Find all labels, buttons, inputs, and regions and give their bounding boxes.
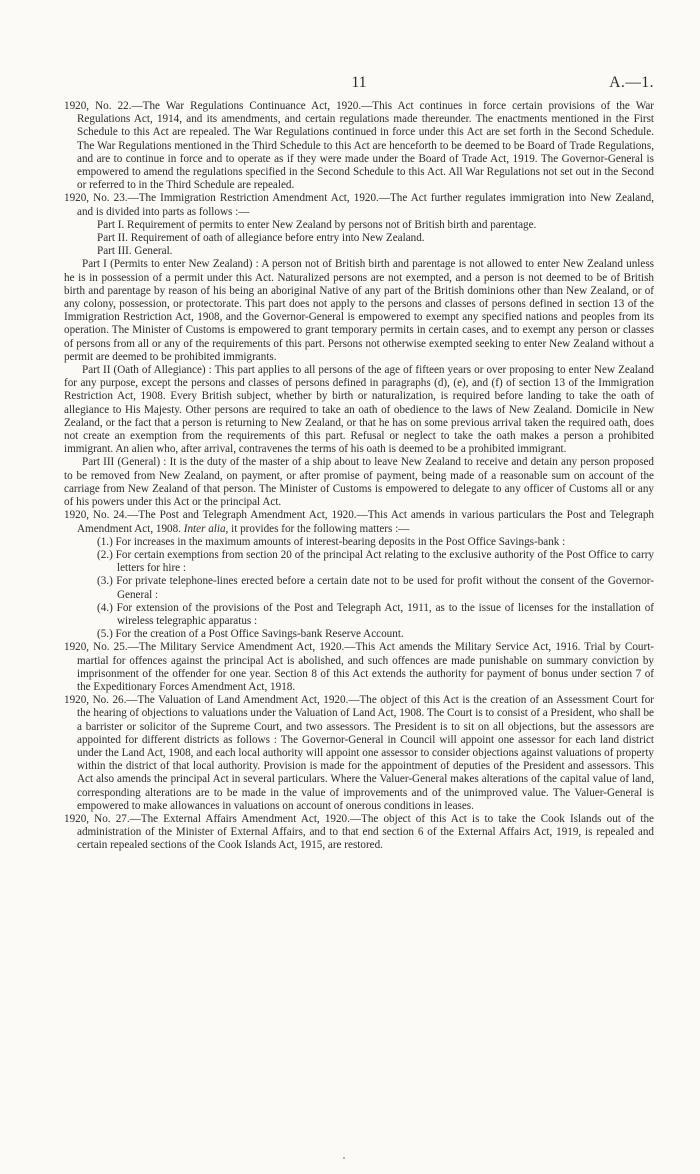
entry-post-telegraph	[64, 509, 654, 535]
body-text	[64, 100, 654, 853]
entry-military-service: 1920, No. 25.—The Military Service Amendment Act, 1920.—This Act amends the Military Service Act, 1916. Trial by Court-martial for offences against the principal Act is abolished, and such offences are made punishable on summary conviction by imprisonment of the offender for one year. Section 8 of this Act extends the authority for payment of bonus under section 7 of the Expeditionary Forces Amendment Act, 1918.	[64, 641, 654, 693]
entry-war-regulations: 1920, No. 22.—The War Regulations Continuance Act, 1920.—This Act continues in force certain provisions of the War Regulations Act, 1914, and its amendments, and certain regulations made thereunder. The enactments mentioned in the First Schedule to this Act are repealed. The War Regulations continued in force under this Act are set forth in the Second Schedule. The War Regulations mentioned in the Third Schedule to this Act are henceforth to be deemed to be Board of Trade Regulations, and are to continue in force and to operate as if they were made under the Board of Trade Act, 1919. The Governor-General is empowered to amend the regulations specified in the Second Schedule to this Act. All War Regulations not set out in the Second or referred to in the Third Schedule are repealed.	[64, 100, 654, 192]
list-item-1: (1.) For increases in the maximum amounts of interest-bearing deposits in the Post Office Savings-bank :	[97, 535, 566, 548]
document-reference: A.—1.	[609, 74, 654, 91]
part-ii-summary: Part II. Requirement of oath of allegiance before entry into New Zealand.	[97, 232, 425, 245]
part-i-paragraph: Part I (Permits to enter New Zealand) : A person not of British birth and parentage is not allowed to enter New Zealand unless he is in possession of a permit under this Act. Naturalized persons are not exempted, and a person is not deemed to be of British birth and parentage by reason of his being an aboriginal Native of any part of the British dominions other than New Zealand, or of any colony, possession, or protectorate. This part does not apply to the persons and classes of persons defined in section 13 of the Immigration Restriction Act, 1908, and the Governor-General is empowered to exempt any specified nations and peoples from its operation. The Minister of Customs is empowered to grant temporary permits in certain cases, and to exempt any person or classes of persons from all or any of the requirements of this part. Persons not otherwise exempted seeking to enter New Zealand without a permit are deemed to be prohibited immigrants.	[64, 258, 654, 363]
entry-post-telegraph-italic: Inter alia,	[183, 522, 229, 535]
list-item-3: (3.) For private telephone-lines erected before a certain date not to be used for profit without the consent of the Governor-General :	[97, 575, 654, 601]
footer-speck	[343, 1157, 345, 1159]
entry-valuation-of-land: 1920, No. 26.—The Valuation of Land Amendment Act, 1920.—The object of this Act is the creation of an Assessment Court for the hearing of objections to valuations under the Valuation of Land Act, 1908. The Court is to consist of a President, who shall be a barrister or solicitor of the Supreme Court, and two assessors. The President is to sit on all objections, but the assessors are appointed for different districts as follows : The Governor-General in Council will appoint one assessor for each land district under the Land Act, 1908, and each local authority will appoint one assessor to consider objections against valuations of property within the district of that local authority. Provision is made for the appointment of deputies of the President and assessors. This Act also amends the principal Act in several particulars. Where the Valuer-General makes alterations of the capital value of land, corresponding alterations are to be made in the value of improvements and of the unimproved value. The Valuer-General is empowered to make allowances in valuations on account of onerous conditions in leases.	[64, 694, 654, 812]
entry-immigration-restriction: 1920, No. 23.—The Immigration Restriction Amendment Act, 1920.—The Act further regulates immigration into New Zealand, and is divided into parts as follows :—	[64, 192, 654, 218]
page-number: 11	[351, 74, 367, 91]
list-item-4: (4.) For extension of the provisions of the Post and Telegraph Act, 1911, as to the issue of licenses for the installation of wireless telegraphic apparatus :	[97, 601, 654, 627]
page-header	[64, 0, 654, 100]
part-iii-paragraph: Part III (General) : It is the duty of the master of a ship about to leave New Zealand to receive and detain any person proposed to be removed from New Zealand, on payment, or after promise of payment, being made of a reasonable sum on account of the carriage from New Zealand of that person. The Minister of Customs is empowered to delegate to any officer of Customs all or any of his powers under this Act or the principal Act.	[64, 456, 654, 509]
entry-post-telegraph-text-b: it provides for the following matters :—	[231, 522, 410, 535]
part-iii-summary: Part III. General.	[97, 245, 173, 258]
entry-external-affairs: 1920, No. 27.—The External Affairs Amendment Act, 1920.—The object of this Act is to take the Cook Islands out of the administration of the Minister of External Affairs, and to that end section 6 of the External Affairs Act, 1919, is repealed and certain repealed sections of the Cook Islands Act, 1915, are restored.	[64, 812, 654, 852]
list-item-5: (5.) For the creation of a Post Office Savings-bank Reserve Account.	[97, 628, 404, 641]
part-ii-paragraph: Part II (Oath of Allegiance) : This part applies to all persons of the age of fifteen years or over proposing to enter New Zealand for any purpose, except the persons and classes of persons defined in paragraphs (d), (e), and (f) of section 13 of the Immigration Restriction Act, 1908. Every British subject, whether by birth or naturalization, is required before landing to take the oath of allegiance to His Majesty. Other persons are required to take an oath of obedience to the laws of New Zealand. Domicile in New Zealand, or the fact that a person is returning to New Zealand, or that he has on some previous arrival taken the required oath, does not create an exemption from the requirements of this part. Refusal or neglect to take the oath makes a person a prohibited immigrant. An alien who, after arrival, contravenes the terms of his oath is deemed to be a prohibited immigrant.	[64, 364, 654, 456]
list-item-2: (2.) For certain exemptions from section 20 of the principal Act relating to the exclusive authority of the Post Office to carry letters for hire :	[97, 548, 654, 575]
entry-post-telegraph-text-a: 1920, No. 24.—The Post and Telegraph Amendment Act, 1920.—This Act amends in various particulars the Post and Telegraph Amendment Act, 1908.	[64, 509, 654, 535]
part-i-summary: Part I. Requirement of permits to enter New Zealand by persons not of British birth and parentage.	[97, 218, 537, 231]
